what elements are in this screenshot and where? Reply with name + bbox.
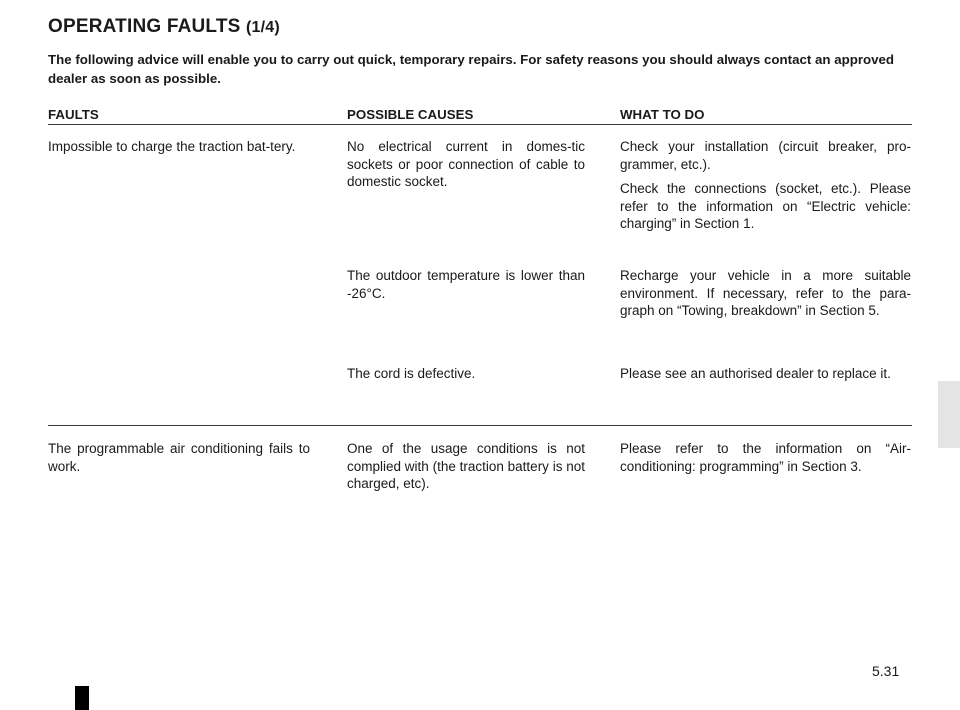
action-cell: Please see an authorised dealer to replace it. [620, 366, 891, 381]
cause-cell: The outdoor temperature is lower than -26°C. [347, 268, 585, 301]
action-cell: Check your installation (circuit breaker, pro-grammer, etc.). [620, 139, 911, 172]
header-rule [48, 124, 912, 125]
page-title-part: (1/4) [245, 19, 280, 36]
fault-cell: Impossible to charge the traction bat-tery. [48, 139, 296, 154]
page-title-text: OPERATING FAULTS [48, 16, 241, 37]
cause-cell: The cord is defective. [347, 366, 476, 381]
page-title [48, 16, 280, 38]
column-header-possible-causes: POSSIBLE CAUSES [347, 107, 474, 122]
action-cell: Recharge your vehicle in a more suitable environment. If necessary, refer to the para-graph on “Towing, breakdown” in Section 5. [620, 268, 911, 318]
row-divider [48, 425, 912, 426]
intro-paragraph: The following advice will enable you to carry out quick, temporary repairs. For safety reasons you should always contact an approved dealer as soon as possible. [48, 52, 895, 86]
page-number: 5.31 [872, 663, 900, 679]
cause-cell: One of the usage conditions is not complied with (the traction battery is not charged, etc). [347, 441, 585, 491]
action-cell: Check the connections (socket, etc.). Please refer to the information on “Electric vehicle: charging” in Section 1. [620, 181, 911, 231]
corner-mark [75, 686, 89, 710]
section-tab [938, 381, 960, 448]
fault-cell: The programmable air conditioning fails to work. [48, 441, 310, 474]
cause-cell: No electrical current in domes-tic sockets or poor connection of cable to domestic socket. [347, 139, 585, 189]
action-cell: Please refer to the information on “Air-conditioning: programming” in Section 3. [620, 441, 911, 474]
column-header-faults: FAULTS [48, 107, 99, 122]
column-header-what-to-do: WHAT TO DO [620, 107, 705, 122]
